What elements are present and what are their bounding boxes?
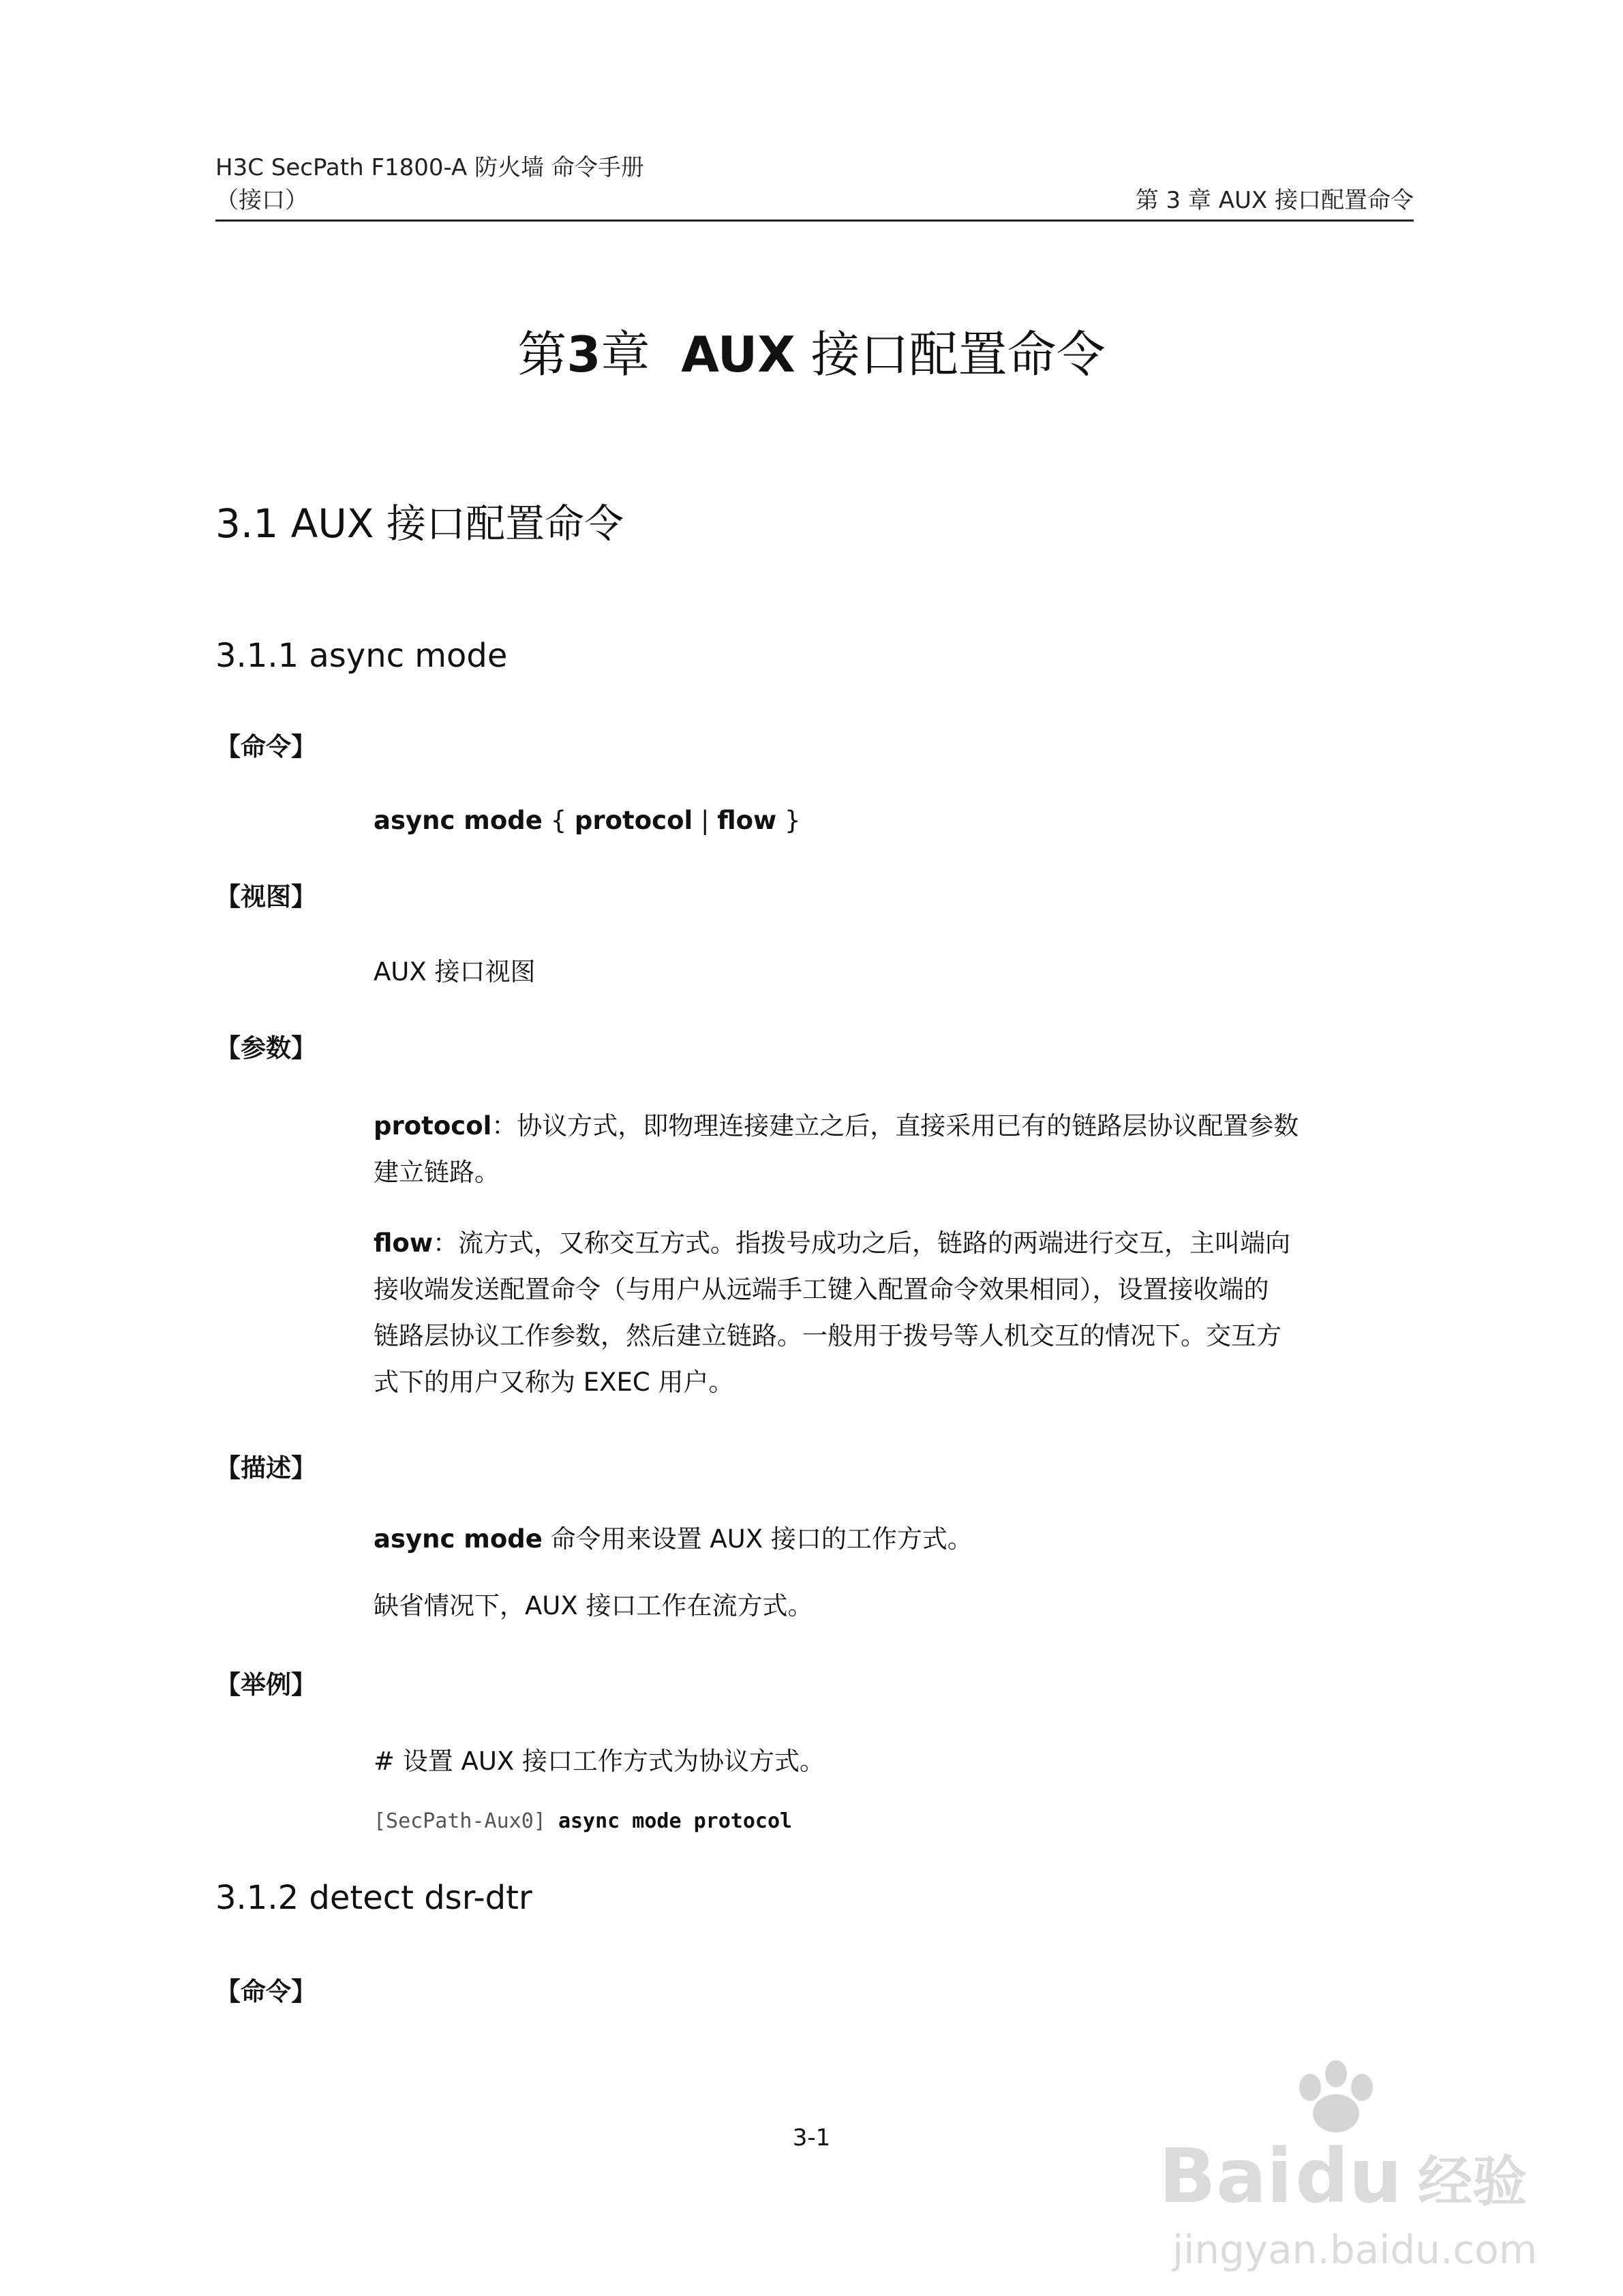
- cmd-brace-close: }: [776, 806, 801, 835]
- watermark-brand-cn-text: 经验: [1418, 2150, 1527, 2214]
- svg-text:du: du: [1295, 2132, 1403, 2220]
- param-flow: [374, 1220, 1416, 1406]
- param-flow-desc-line4: 式下的用户又称为 EXEC 用户。: [374, 1368, 734, 1397]
- chapter-suffix: 章: [601, 326, 650, 383]
- header-doc-title: H3C SecPath F1800-A 防火墙 命令手册: [215, 154, 644, 181]
- cmd-option-flow: flow: [717, 806, 777, 835]
- example-label: 【举例】: [215, 1670, 316, 1700]
- description-text: 命令用来设置 AUX 接口的工作方式。: [542, 1524, 973, 1554]
- baidu-watermark-logo: [1132, 2045, 1541, 2284]
- param-flow-desc-line3: 链路层协议工作参数，然后建立链路。一般用于拨号等人机交互的情况下。交互方: [374, 1321, 1281, 1350]
- header-chapter: 第 3 章 AUX 接口配置命令: [1135, 187, 1414, 214]
- param-flow-desc-line1: ：流方式，又称交互方式。指拨号成功之后，链路的两端进行交互，主叫端向: [433, 1228, 1291, 1258]
- subsection-heading-3-1-2: 3.1.2 detect dsr-dtr: [215, 1879, 532, 1917]
- param-protocol-desc-line1: ：协议方式，即物理连接建立之后，直接采用已有的链路层协议配置参数: [491, 1111, 1299, 1141]
- view-label: 【视图】: [215, 882, 316, 911]
- param-protocol-desc-line2: 建立链路。: [374, 1158, 500, 1187]
- chapter-title-keyword: AUX: [681, 326, 795, 383]
- param-flow-keyword: flow: [374, 1228, 434, 1258]
- param-protocol-keyword: protocol: [374, 1111, 492, 1141]
- subsection-heading-3-1-1: 3.1.1 async mode: [215, 637, 508, 675]
- section-heading-3-1: 3.1 AUX 接口配置命令: [215, 500, 624, 547]
- chapter-prefix: 第: [517, 326, 567, 383]
- example-code: [374, 1807, 792, 1837]
- description-line2: 缺省情况下，AUX 接口工作在流方式。: [374, 1591, 813, 1620]
- command-label-3-1-2: 【命令】: [215, 1977, 316, 2006]
- watermark-url-text: jingyan.baidu.com: [1172, 2226, 1538, 2273]
- chapter-number: 3: [566, 326, 601, 383]
- command-syntax: [374, 798, 1416, 844]
- code-prompt: [SecPath-Aux0]: [374, 1809, 558, 1833]
- chapter-title-text: 接口配置命令: [810, 326, 1106, 383]
- cmd-separator: |: [693, 806, 718, 835]
- watermark-brand-text: Bai: [1159, 2132, 1292, 2220]
- cmd-keyword: async mode: [374, 806, 543, 835]
- page-number: 3-1: [792, 2124, 831, 2151]
- description-line1: [374, 1516, 1416, 1562]
- view-text: AUX 接口视图: [374, 957, 536, 986]
- header-doc-subtitle: （接口）: [215, 187, 308, 214]
- chapter-title: [0, 320, 1623, 389]
- param-protocol: [374, 1103, 1416, 1196]
- param-flow-desc-line2: 接收端发送配置命令（与用户从远端手工键入配置命令效果相同），设置接收端的: [374, 1275, 1269, 1304]
- header-rule: [215, 220, 1414, 222]
- command-label: 【命令】: [215, 732, 316, 761]
- cmd-option-protocol: protocol: [574, 806, 693, 835]
- cmd-brace-open: {: [542, 806, 575, 835]
- parameter-label: 【参数】: [215, 1033, 316, 1063]
- description-label: 【描述】: [215, 1453, 316, 1483]
- example-comment: # 设置 AUX 接口工作方式为协议方式。: [374, 1747, 825, 1776]
- code-command: async mode protocol: [558, 1809, 793, 1833]
- description-keyword: async mode: [374, 1524, 543, 1554]
